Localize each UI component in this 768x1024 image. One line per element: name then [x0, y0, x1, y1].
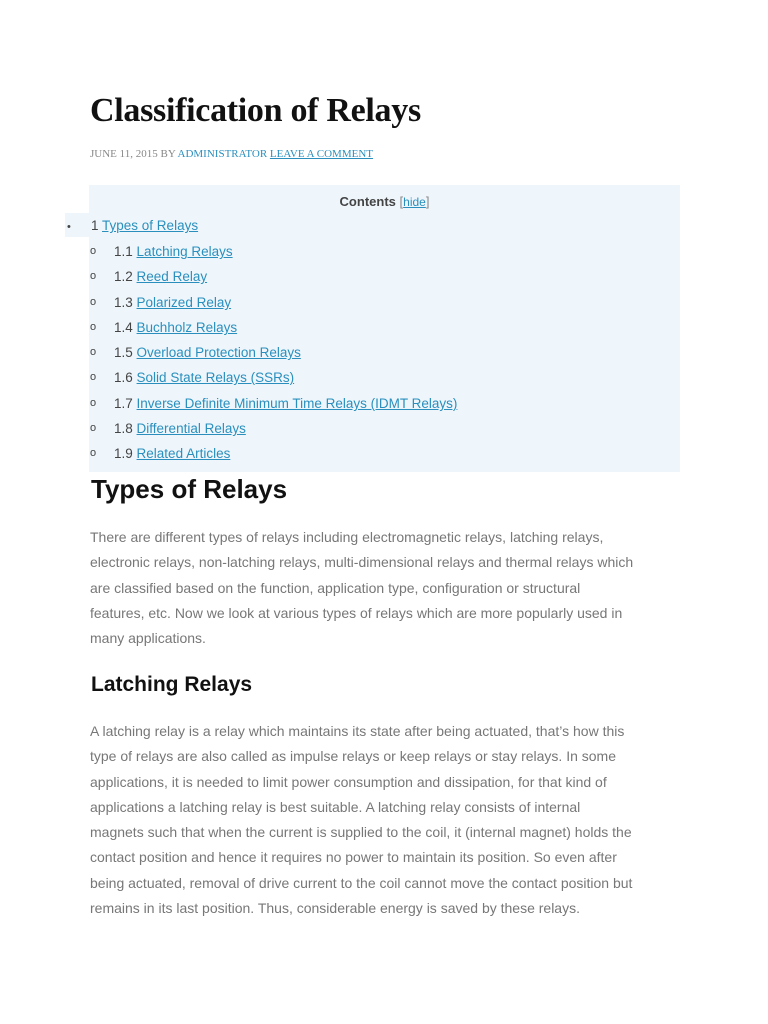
- toc-link-overload-protection-relays[interactable]: Overload Protection Relays: [136, 345, 301, 360]
- author-link[interactable]: ADMINISTRATOR: [177, 148, 268, 160]
- toc-sub-bullet: o: [90, 245, 97, 257]
- latching-paragraph: [90, 719, 690, 921]
- paragraph-line: contact position and hence it requires no power to maintain its position. So even after: [90, 849, 617, 866]
- toc-sub-bullet: o: [90, 296, 97, 308]
- toc-title: Contents: [339, 194, 396, 209]
- toc-item[interactable]: [114, 396, 457, 411]
- toc-item[interactable]: [91, 218, 198, 233]
- paragraph-line: many applications.: [90, 630, 206, 647]
- toc-item-number: 1.8: [114, 421, 133, 436]
- paragraph-line: being actuated, removal of drive current to the coil cannot move the contact position but: [90, 874, 633, 891]
- toc-item[interactable]: [114, 370, 294, 385]
- toc-header: [89, 194, 680, 209]
- toc-item-number: 1.2: [114, 269, 133, 284]
- toc-link-reed-relay[interactable]: Reed Relay: [136, 269, 208, 284]
- toc-item-number: 1.1: [114, 244, 133, 259]
- paragraph-line: electronic relays, non-latching relays, multi-dimensional relays and thermal relays which: [90, 554, 634, 571]
- toc-sub-bullet: o: [90, 447, 97, 459]
- toc-link-types-of-relays[interactable]: Types of Relays: [102, 218, 199, 233]
- paragraph-line: magnets such that when the current is supplied to the coil, it (internal magnet) holds the: [90, 824, 632, 841]
- paragraph-line: applications a latching relay is best suitable. A latching relay consists of internal: [90, 798, 581, 815]
- toc-item[interactable]: [114, 421, 246, 436]
- toc-bracket-open: [: [399, 194, 404, 209]
- types-paragraph: [90, 525, 690, 651]
- paragraph-line: features, etc. Now we look at various types of relays which are more popularly used in: [90, 604, 623, 621]
- toc-item-number: 1.5: [114, 345, 133, 360]
- toc-item-number: 1: [91, 218, 99, 233]
- toc-link-differential-relays[interactable]: Differential Relays: [136, 421, 246, 436]
- paragraph-line: There are different types of relays including electromagnetic relays, latching relays,: [90, 529, 604, 545]
- toc-hide-link[interactable]: hide: [403, 195, 426, 209]
- post-date: JUNE 11, 2015 BY: [90, 148, 176, 160]
- toc-link-solid-state-relays[interactable]: Solid State Relays (SSRs): [136, 370, 295, 385]
- toc-item[interactable]: [114, 244, 233, 259]
- paragraph-line: remains in its last position. Thus, considerable energy is saved by these relays.: [90, 900, 580, 917]
- toc-item[interactable]: [114, 446, 230, 461]
- toc-sub-bullet: o: [90, 422, 97, 434]
- toc-item-number: 1.7: [114, 396, 133, 411]
- toc-sub-bullet: o: [90, 346, 97, 358]
- toc-item-number: 1.4: [114, 320, 133, 335]
- toc-sub-bullet: o: [90, 371, 97, 383]
- toc-item[interactable]: [114, 320, 237, 335]
- toc-sub-bullet: o: [90, 321, 97, 333]
- article-meta: [90, 148, 373, 160]
- toc-item[interactable]: [114, 295, 231, 310]
- article-title: Classification of Relays: [90, 92, 421, 129]
- toc-sub-bullet: o: [90, 270, 97, 282]
- toc-bullet: •: [67, 221, 71, 233]
- toc-sub-bullet: o: [90, 397, 97, 409]
- toc-item-number: 1.9: [114, 446, 133, 461]
- toc-item[interactable]: [114, 345, 301, 360]
- paragraph-line: type of relays are also called as impulse relays or keep relays or stay relays. In some: [90, 748, 617, 765]
- leave-comment-link[interactable]: LEAVE A COMMENT: [269, 148, 373, 160]
- toc-item-number: 1.3: [114, 295, 133, 310]
- toc-link-polarized-relay[interactable]: Polarized Relay: [136, 295, 232, 310]
- toc-link-related-articles[interactable]: Related Articles: [136, 446, 231, 461]
- paragraph-line: A latching relay is a relay which maintains its state after being actuated, that’s how this: [90, 723, 625, 739]
- paragraph-line: applications, it is needed to limit power consumption and dissipation, for that kind of: [90, 773, 607, 790]
- section-heading-types-of-relays: Types of Relays: [91, 474, 288, 504]
- toc-item[interactable]: [114, 269, 207, 284]
- toc-item-number: 1.6: [114, 370, 133, 385]
- toc-link-buchholz-relays[interactable]: Buchholz Relays: [136, 320, 238, 335]
- toc-link-idmt-relays[interactable]: Inverse Definite Minimum Time Relays (IDMT Relays): [136, 396, 458, 411]
- toc-bracket-close: ]: [425, 194, 430, 209]
- toc-link-latching-relays[interactable]: Latching Relays: [136, 244, 233, 259]
- paragraph-line: are classified based on the function, application type, configuration or structural: [90, 579, 581, 596]
- section-heading-latching-relays: Latching Relays: [91, 673, 253, 696]
